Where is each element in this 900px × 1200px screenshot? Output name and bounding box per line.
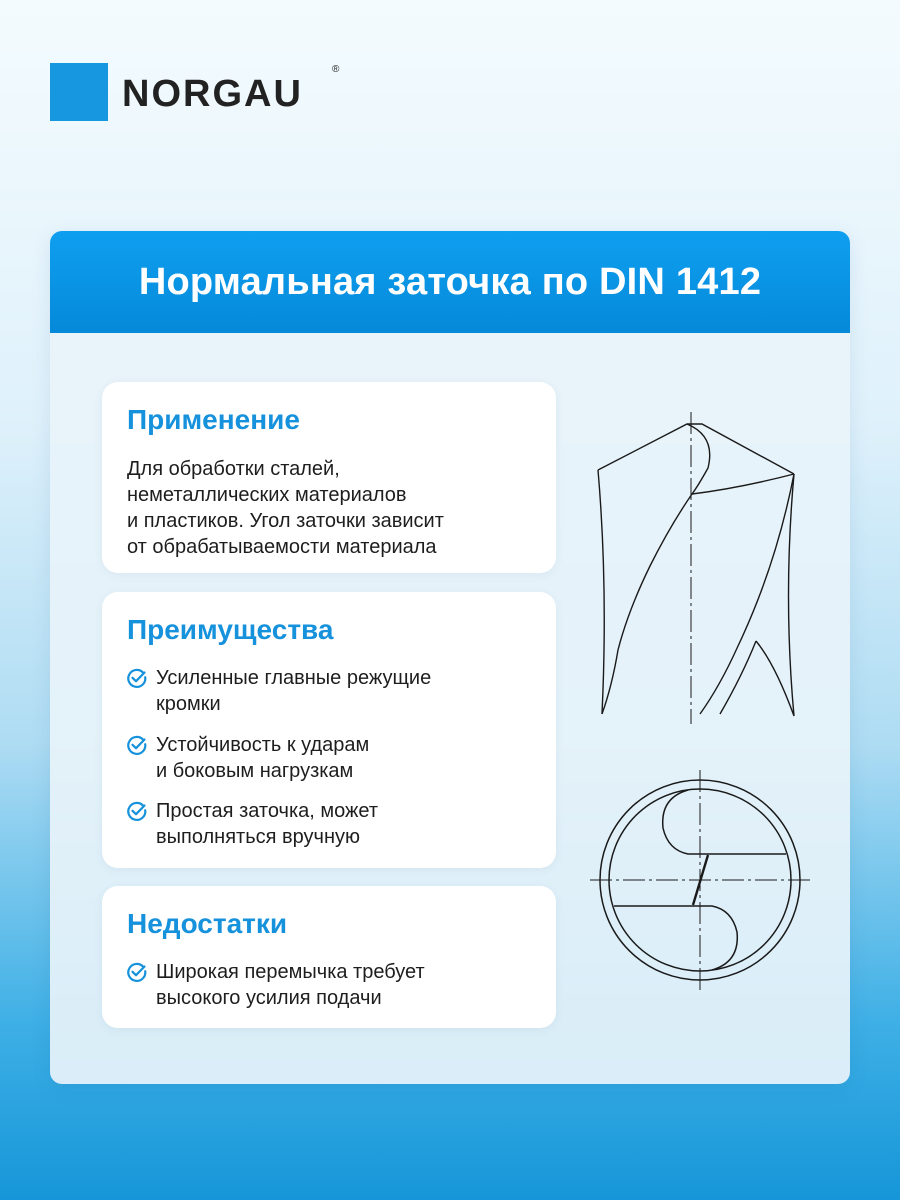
advantage-item — [126, 732, 546, 784]
application-card — [102, 382, 556, 573]
advantage-line: Устойчивость к ударам — [156, 734, 370, 756]
advantages-card — [102, 592, 556, 868]
brand-logo — [50, 63, 303, 121]
brand-name: NORGAU — [122, 73, 303, 115]
check-circle-icon — [126, 667, 148, 689]
application-line: Для обработки сталей, — [127, 458, 340, 480]
check-circle-icon — [126, 800, 148, 822]
advantages-title: Преимущества — [127, 614, 334, 645]
application-text — [127, 456, 537, 560]
registered-mark: ® — [332, 64, 340, 75]
advantage-line: и боковым нагрузкам — [156, 760, 354, 782]
disadvantage-line: Широкая перемычка требует — [156, 961, 425, 983]
advantage-line: Усиленные главные режущие — [156, 667, 432, 689]
application-line: неметаллических материалов — [127, 484, 407, 506]
advantage-item — [126, 665, 546, 717]
advantage-item — [126, 798, 546, 850]
check-circle-icon — [126, 734, 148, 756]
panel-header — [50, 231, 850, 333]
advantage-line: кромки — [156, 693, 221, 715]
application-title: Применение — [127, 404, 300, 435]
info-panel — [50, 231, 850, 1084]
advantage-line: выполняться вручную — [156, 826, 361, 848]
page-title: Нормальная заточка по DIN 1412 — [138, 260, 762, 303]
application-line: и пластиков. Угол заточки зависит — [127, 510, 444, 532]
disadvantages-title: Недостатки — [127, 908, 288, 939]
logo-square-icon — [50, 63, 108, 121]
application-line: от обрабатываемости материала — [127, 536, 437, 558]
advantage-line: Простая заточка, может — [156, 800, 379, 822]
check-circle-icon — [126, 961, 148, 983]
disadvantages-card — [102, 886, 556, 1028]
disadvantage-item — [126, 959, 546, 1011]
drill-end-view-drawing — [588, 768, 812, 992]
drill-side-view-drawing — [580, 406, 820, 726]
disadvantage-line: высокого усилия подачи — [156, 987, 382, 1009]
